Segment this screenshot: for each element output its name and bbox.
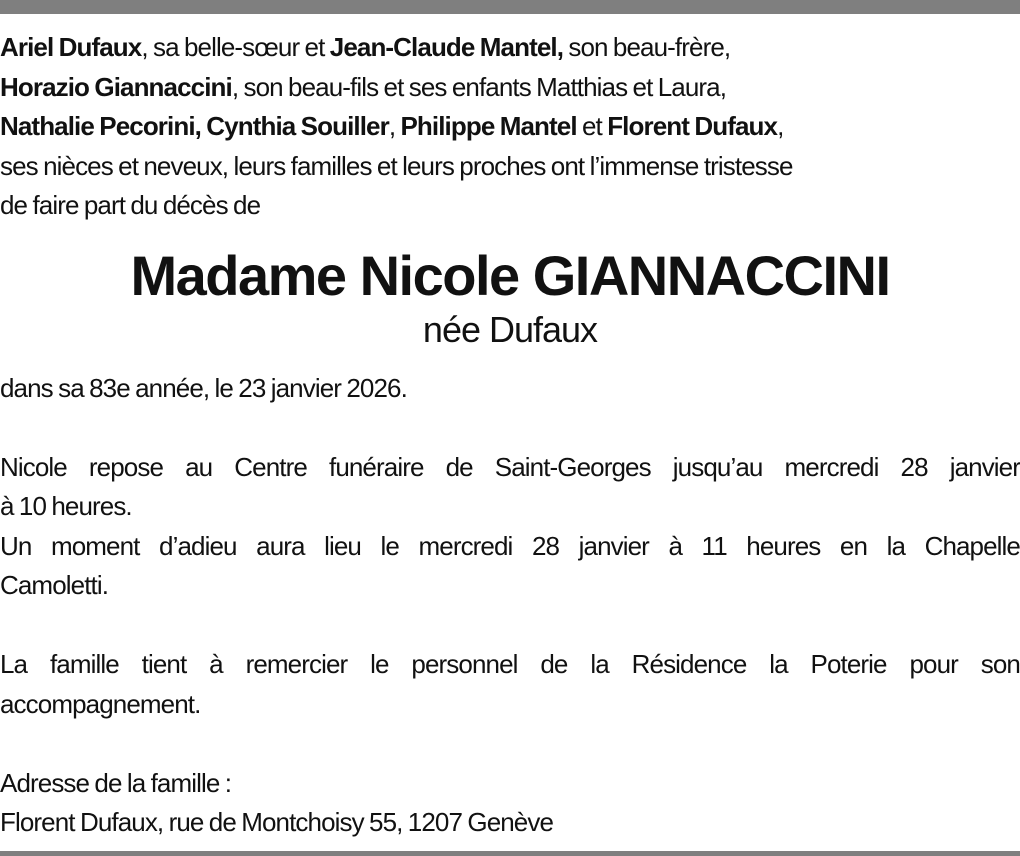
family-line-1 bbox=[0, 28, 1020, 68]
death-notice bbox=[0, 28, 1020, 843]
ceremony-line-4: Camoletti. bbox=[0, 570, 109, 600]
family-separator: , bbox=[777, 111, 784, 141]
top-rule bbox=[0, 0, 1020, 14]
address-value: Florent Dufaux, rue de Montchoisy 55, 1207 Genève bbox=[0, 807, 554, 837]
address-label: Adresse de la famille : bbox=[0, 767, 232, 798]
family-line-5: de faire part du décès de bbox=[0, 190, 261, 220]
death-date: dans sa 83e année, le 23 janvier 2026. bbox=[0, 372, 407, 403]
ceremony-info bbox=[0, 448, 1020, 606]
ceremony-line-2: à 10 heures. bbox=[0, 491, 132, 521]
family-line-4: ses nièces et neveux, leurs familles et leurs proches ont l’immense tristesse bbox=[0, 150, 793, 181]
thanks-line-2: accompagnement. bbox=[0, 688, 201, 719]
deceased-maiden-name: née Dufaux bbox=[422, 308, 598, 350]
family-name: Philippe Mantel bbox=[400, 111, 577, 141]
family-announcement bbox=[0, 28, 1020, 226]
family-name: Florent Dufaux bbox=[607, 111, 778, 141]
family-relation: , sa belle-sœur et bbox=[141, 32, 330, 62]
thanks-line-1: La famille tient à remercier le personnel de la Résidence la Poterie pour son bbox=[0, 649, 1020, 679]
thanks-message bbox=[0, 645, 1020, 724]
bottom-rule bbox=[0, 851, 1020, 856]
family-name: Jean-Claude Mantel, bbox=[329, 32, 564, 62]
family-relation: , son beau-fils et ses enfants Matthias et Laura, bbox=[231, 71, 727, 102]
ceremony-line-1: Nicole repose au Centre funéraire de Saint-Georges jusqu’au mercredi 28 janvier bbox=[0, 451, 1020, 482]
family-name: Ariel Dufaux bbox=[0, 32, 142, 62]
family-separator: , bbox=[388, 111, 401, 141]
ceremony-line-3: Un moment d’adieu aura lieu le mercredi 28 janvier à 11 heures en la Chapelle bbox=[0, 530, 1020, 561]
family-line-2 bbox=[0, 68, 1020, 108]
family-line-3 bbox=[0, 107, 1020, 147]
family-name: Nathalie Pecorini, Cynthia Souiller bbox=[0, 111, 389, 141]
family-relation: son beau-frère, bbox=[563, 32, 731, 62]
family-name: Horazio Giannaccini bbox=[0, 71, 232, 102]
family-separator: et bbox=[576, 111, 608, 141]
family-address bbox=[0, 764, 1020, 843]
deceased-name: Madame Nicole GIANNACCINI bbox=[130, 243, 890, 307]
